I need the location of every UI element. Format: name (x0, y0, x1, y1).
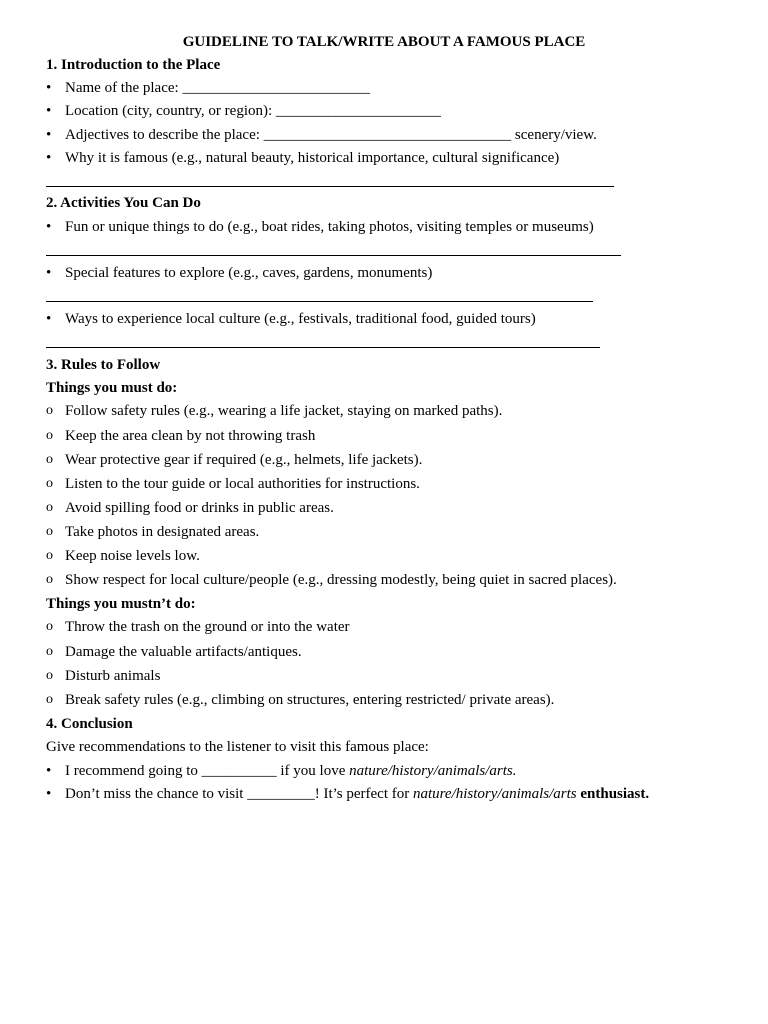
bullet-icon: • (46, 311, 52, 327)
list-item: • Location (city, country, or region): ______________________ (46, 103, 441, 119)
bullet-icon: • (46, 763, 52, 779)
answer-line (46, 255, 621, 256)
section-heading-introduction: 1. Introduction to the Place (46, 57, 221, 73)
bullet-icon: • (46, 80, 52, 96)
circle-bullet-icon: o (46, 403, 53, 418)
bullet-icon: • (46, 219, 52, 235)
circle-bullet-icon: o (46, 619, 53, 634)
section-heading-conclusion: 4. Conclusion (46, 716, 133, 732)
section-heading-rules: 3. Rules to Follow (46, 357, 161, 373)
list-item: o Keep noise levels low. (46, 548, 200, 564)
list-item: o Listen to the tour guide or local authorities for instructions. (46, 476, 420, 492)
circle-bullet-icon: o (46, 572, 53, 587)
answer-line (46, 347, 600, 348)
list-item: • I recommend going to __________ if you love nature/history/animals/arts. (46, 763, 517, 779)
list-item: • Why it is famous (e.g., natural beauty, historical importance, cultural significance) (46, 150, 560, 166)
subheading-mustnt-do: Things you mustn’t do: (46, 596, 196, 612)
conclusion-intro: Give recommendations to the listener to visit this famous place: (46, 739, 429, 755)
circle-bullet-icon: o (46, 500, 53, 515)
subheading-must-do: Things you must do: (46, 380, 178, 396)
bullet-icon: • (46, 103, 52, 119)
list-item: • Adjectives to describe the place: _________________________________ scenery/view. (46, 127, 597, 143)
list-item: o Keep the area clean by not throwing trash (46, 428, 316, 444)
document-title: GUIDELINE TO TALK/WRITE ABOUT A FAMOUS PLACE (182, 34, 586, 50)
list-item: o Take photos in designated areas. (46, 524, 260, 540)
bullet-icon: • (46, 150, 52, 166)
circle-bullet-icon: o (46, 692, 53, 707)
circle-bullet-icon: o (46, 668, 53, 683)
bullet-icon: • (46, 786, 52, 802)
list-item: o Disturb animals (46, 668, 161, 684)
circle-bullet-icon: o (46, 548, 53, 563)
circle-bullet-icon: o (46, 476, 53, 491)
list-item: o Throw the trash on the ground or into the water (46, 619, 350, 635)
bullet-icon: • (46, 127, 52, 143)
section-heading-activities: 2. Activities You Can Do (46, 195, 201, 211)
list-item: o Follow safety rules (e.g., wearing a life jacket, staying on marked paths). (46, 403, 503, 419)
list-item: o Avoid spilling food or drinks in public areas. (46, 500, 334, 516)
answer-line (46, 186, 614, 187)
circle-bullet-icon: o (46, 644, 53, 659)
list-item: • Fun or unique things to do (e.g., boat rides, taking photos, visiting temples or museums) (46, 219, 594, 235)
bullet-icon: • (46, 265, 52, 281)
list-item: o Damage the valuable artifacts/antiques. (46, 644, 302, 660)
list-item: • Don’t miss the chance to visit _________! It’s perfect for nature/history/animals/arts enthusiast. (46, 786, 650, 802)
list-item: • Special features to explore (e.g., caves, gardens, monuments) (46, 265, 433, 281)
list-item: o Wear protective gear if required (e.g., helmets, life jackets). (46, 452, 423, 468)
list-item: • Ways to experience local culture (e.g., festivals, traditional food, guided tours) (46, 311, 536, 327)
list-item: • Name of the place: _________________________ (46, 80, 370, 96)
circle-bullet-icon: o (46, 524, 53, 539)
circle-bullet-icon: o (46, 452, 53, 467)
circle-bullet-icon: o (46, 428, 53, 443)
list-item: o Break safety rules (e.g., climbing on structures, entering restricted/ private areas). (46, 692, 555, 708)
answer-line (46, 301, 593, 302)
list-item: o Show respect for local culture/people (e.g., dressing modestly, being quiet in sacred places). (46, 572, 617, 588)
